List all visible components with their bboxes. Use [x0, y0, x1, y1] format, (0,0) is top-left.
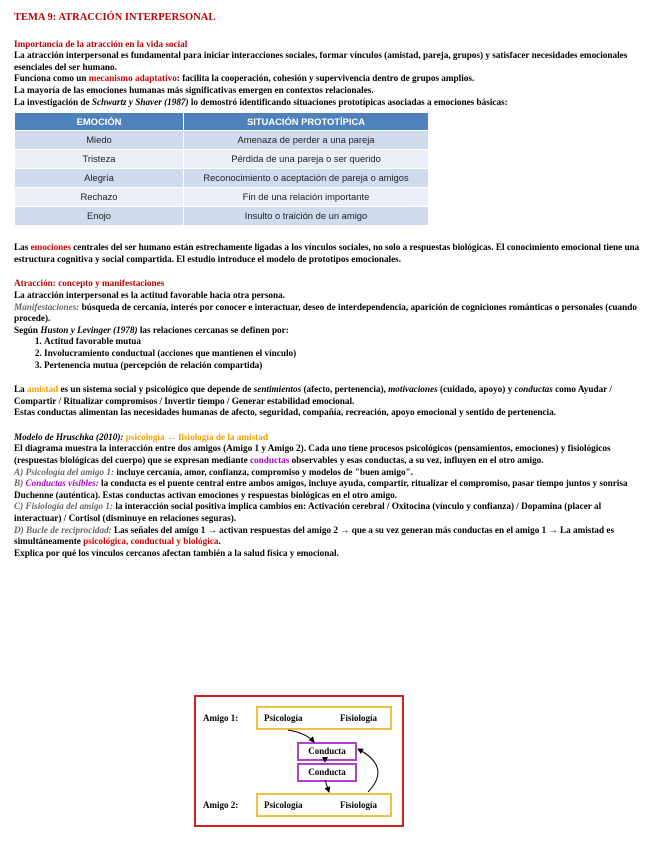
table-cell: Reconocimiento o aceptación de pareja o amigos: [184, 169, 429, 188]
paragraph: C) Fisiología del amigo 1: la interacción social positiva implica cambios en: Activación cerebral / Oxitocina (vínculo y confianza) / Dopamina (placer al interactuar) / Cortisol (disminuye en relaciones seguras).: [14, 501, 602, 524]
section-heading-importancia: Importancia de la atracción en la vida social: [14, 38, 188, 49]
list-item: 1. Actitud favorable mutua: [44, 336, 642, 348]
paragraph: La amistad es un sistema social y psicológico que depende de sentimientos (afecto, pertenencia), motivaciones (cuidado, apoyo) y conductas como Ayudar / Compartir / Ritualizar compromisos / Invertir tiempo / Generar estabilidad emocional.: [14, 384, 612, 406]
paragraph: Manifestaciones: búsqueda de cercanía, interés por conocer e interactuar, deseo de interdependencia, aparición de cogniciones románticas o personales (cuando procede).: [14, 301, 637, 324]
list-item: 2. Involucramiento conductual (acciones que mantienen el vínculo): [44, 348, 642, 360]
arrow-psicologia-to-conducta: [288, 730, 314, 742]
paragraph: Explica por qué los vínculos cercanos afectan también a la salud física y emocional.: [14, 547, 339, 558]
amigo1-fisiologia: Fisiología: [340, 713, 378, 723]
table-cell: Pérdida de una pareja o ser querido: [184, 150, 429, 169]
paragraph: La investigación de Schwartz y Shaver (1987) lo demostró identificando situaciones prototípicas asociadas a emociones básicas:: [14, 96, 508, 107]
paragraph: B) Conductas visibles: la conducta es el puente central entre ambos amigos, incluye ayuda, compartir, ritualizar el compromiso, pasar tiempo juntos y sonrisa Duchenne (auténtica). Estas conductas activan emociones y respuestas biológicas en el otro amigo.: [14, 478, 628, 500]
table-cell: Enojo: [15, 207, 184, 226]
conducta-label: Conducta: [308, 767, 346, 777]
section-heading-modelo: Modelo de Hruschka (2010): psicología ↔ fisiología de la amistad: [14, 431, 268, 442]
table-row: [15, 207, 429, 226]
arrow-conducta-to-amigo2: [325, 780, 329, 792]
table-cell: Fin de una relación importante: [184, 188, 429, 207]
table-row: [15, 169, 429, 188]
section-heading-atraccion: Atracción: concepto y manifestaciones: [14, 278, 165, 289]
table-cell: Rechazo: [15, 188, 184, 207]
paragraph: D) Bucle de reciprocidad: Las señales del amigo 1 → activan respuestas del amigo 2 → que a su vez generan más conductas en el amigo 1 → La amistad es simultáneamente psicológica, conductual y biológica.: [14, 524, 615, 547]
conducta-label: Conducta: [308, 746, 346, 756]
table-header: EMOCIÓN: [15, 113, 184, 131]
page-title: TEMA 9: ATRACCIÓN INTERPERSONAL: [14, 12, 216, 23]
amigo2-psicologia: Psicología: [264, 800, 303, 810]
paragraph: Funciona como un mecanismo adaptativo: facilita la cooperación, cohesión y supervivencia dentro de grupos amplios.: [14, 73, 475, 84]
list-item: 3. Pertenencia mutua (percepción de relación compartida): [44, 360, 642, 372]
paragraph: A) Psicología del amigo 1: incluye cercanía, amor, confianza, compromiso y modelos de "buen amigo".: [14, 466, 413, 477]
diagram-arrows: [196, 697, 402, 825]
table-row: [15, 188, 429, 207]
table-header-row: [15, 113, 429, 131]
emotion-table: [14, 112, 429, 226]
table-cell: Alegría: [15, 169, 184, 188]
table-cell: Miedo: [15, 131, 184, 150]
table-row: [15, 131, 429, 150]
table-row: [15, 150, 429, 169]
amigo1-label: Amigo 1:: [203, 713, 239, 723]
table-cell: Tristeza: [15, 150, 184, 169]
amigo2-label: Amigo 2:: [203, 800, 239, 810]
paragraph: La atracción interpersonal es la actitud favorable hacia otra persona.: [14, 289, 285, 300]
paragraph: Estas conductas alimentan las necesidades humanas de afecto, seguridad, compañía, recreación, apoyo emocional y sentido de pertenencia.: [14, 407, 556, 418]
amigo1-psicologia: Psicología: [264, 713, 303, 723]
table-cell: Insulto o traición de un amigo: [184, 207, 429, 226]
arrow-reciprocity-loop: [358, 749, 378, 792]
relationship-criteria-list: [14, 336, 642, 371]
paragraph: Según Huston y Levinger (1978) las relaciones cercanas se definen por:: [14, 324, 289, 335]
paragraph: La atracción interpersonal es fundamental para iniciar interacciones sociales, formar vínculos (amistad, pareja, grupos) y satisfacer necesidades emocionales esenciales del ser humano.: [14, 50, 628, 72]
paragraph: La mayoría de las emociones humanas más significativas emergen en contextos relacionales.: [14, 84, 374, 95]
amigo2-fisiologia: Fisiología: [340, 800, 378, 810]
table-header: SITUACIÓN PROTOTÍPICA: [184, 113, 429, 131]
document-page: [14, 12, 642, 559]
paragraph: Las emociones centrales del ser humano están estrechamente ligadas a los vínculos sociales, no solo a respuestas biológicas. El conocimiento emocional tiene una estructura cognitiva y social compartida. El estudio introduce el modelo de prototipos emocionales.: [14, 242, 640, 264]
table-cell: Amenaza de perder a una pareja: [184, 131, 429, 150]
friendship-diagram: [194, 695, 404, 827]
paragraph: El diagrama muestra la interacción entre dos amigos (Amigo 1 y Amigo 2). Cada uno tiene procesos psicológicos (pensamientos, emociones) y fisiológicos (respuestas biológicas del cuerpo) que se expresan mediante conductas observables y esas conductas, a su vez, influyen en el otro amigo.: [14, 443, 611, 466]
